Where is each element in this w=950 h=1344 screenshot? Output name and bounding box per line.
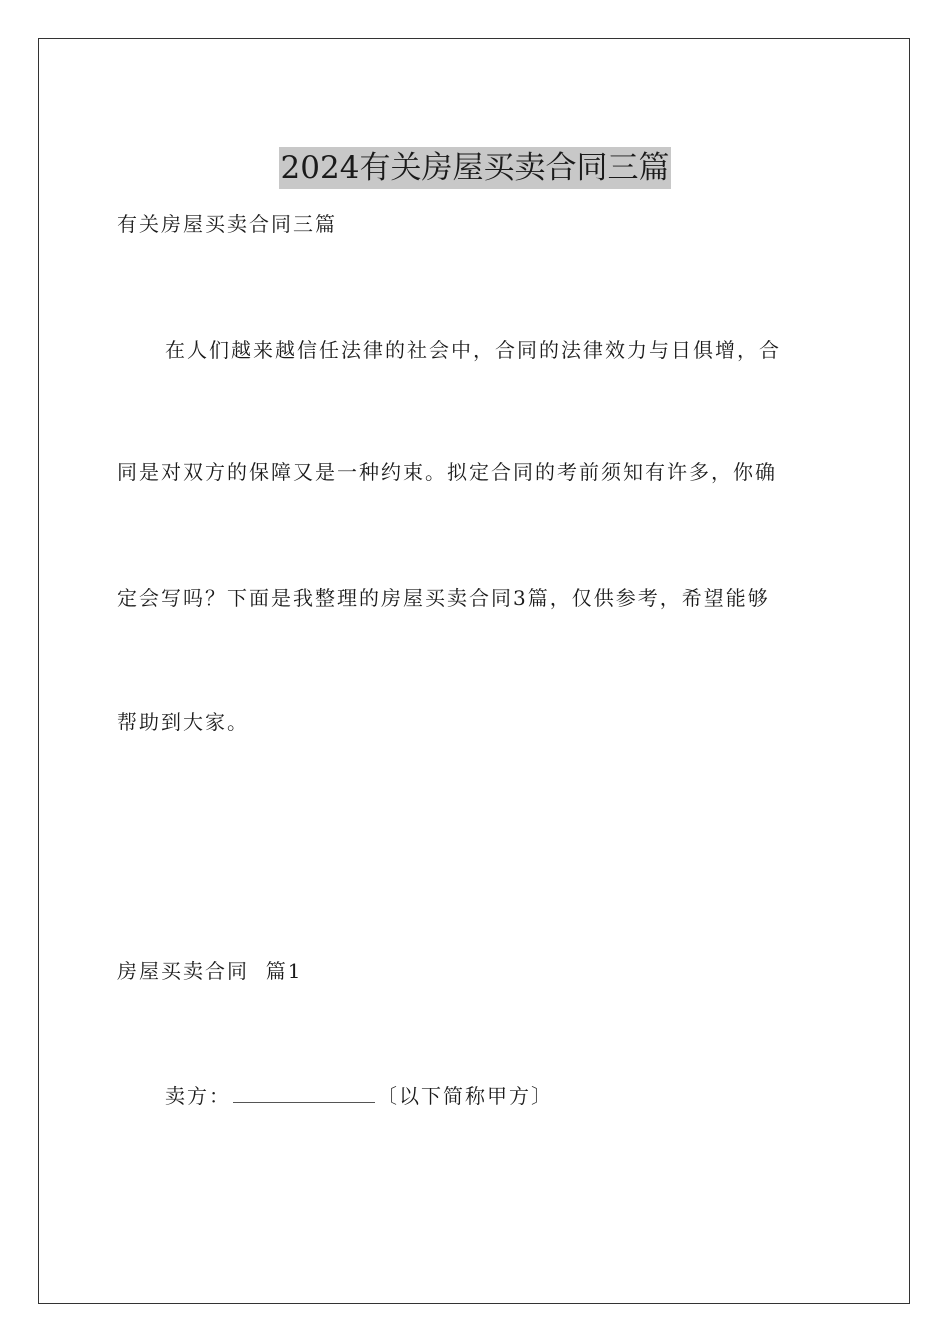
seller-blank-field: [233, 1084, 375, 1103]
paragraph-line-2: 同是对双方的保障又是一种约束。拟定合同的考前须知有许多，你确: [117, 460, 777, 484]
seller-note: 〔以下简称甲方〕: [377, 1084, 553, 1108]
seller-label: 卖方：: [165, 1084, 231, 1108]
document-subtitle: 有关房屋买卖合同三篇: [117, 212, 337, 236]
document-title: 2024有关房屋买卖合同三篇: [279, 147, 672, 189]
paragraph-line-3: 定会写吗？下面是我整理的房屋买卖合同3篇，仅供参考，希望能够: [117, 586, 770, 610]
section-heading: 房屋买卖合同 篇1: [117, 959, 303, 983]
paragraph-line-1: 在人们越来越信任法律的社会中，合同的法律效力与日俱增，合: [165, 338, 781, 362]
seller-line: [165, 1082, 553, 1110]
paragraph-line-4: 帮助到大家。: [117, 710, 249, 734]
title-container: [0, 126, 950, 210]
